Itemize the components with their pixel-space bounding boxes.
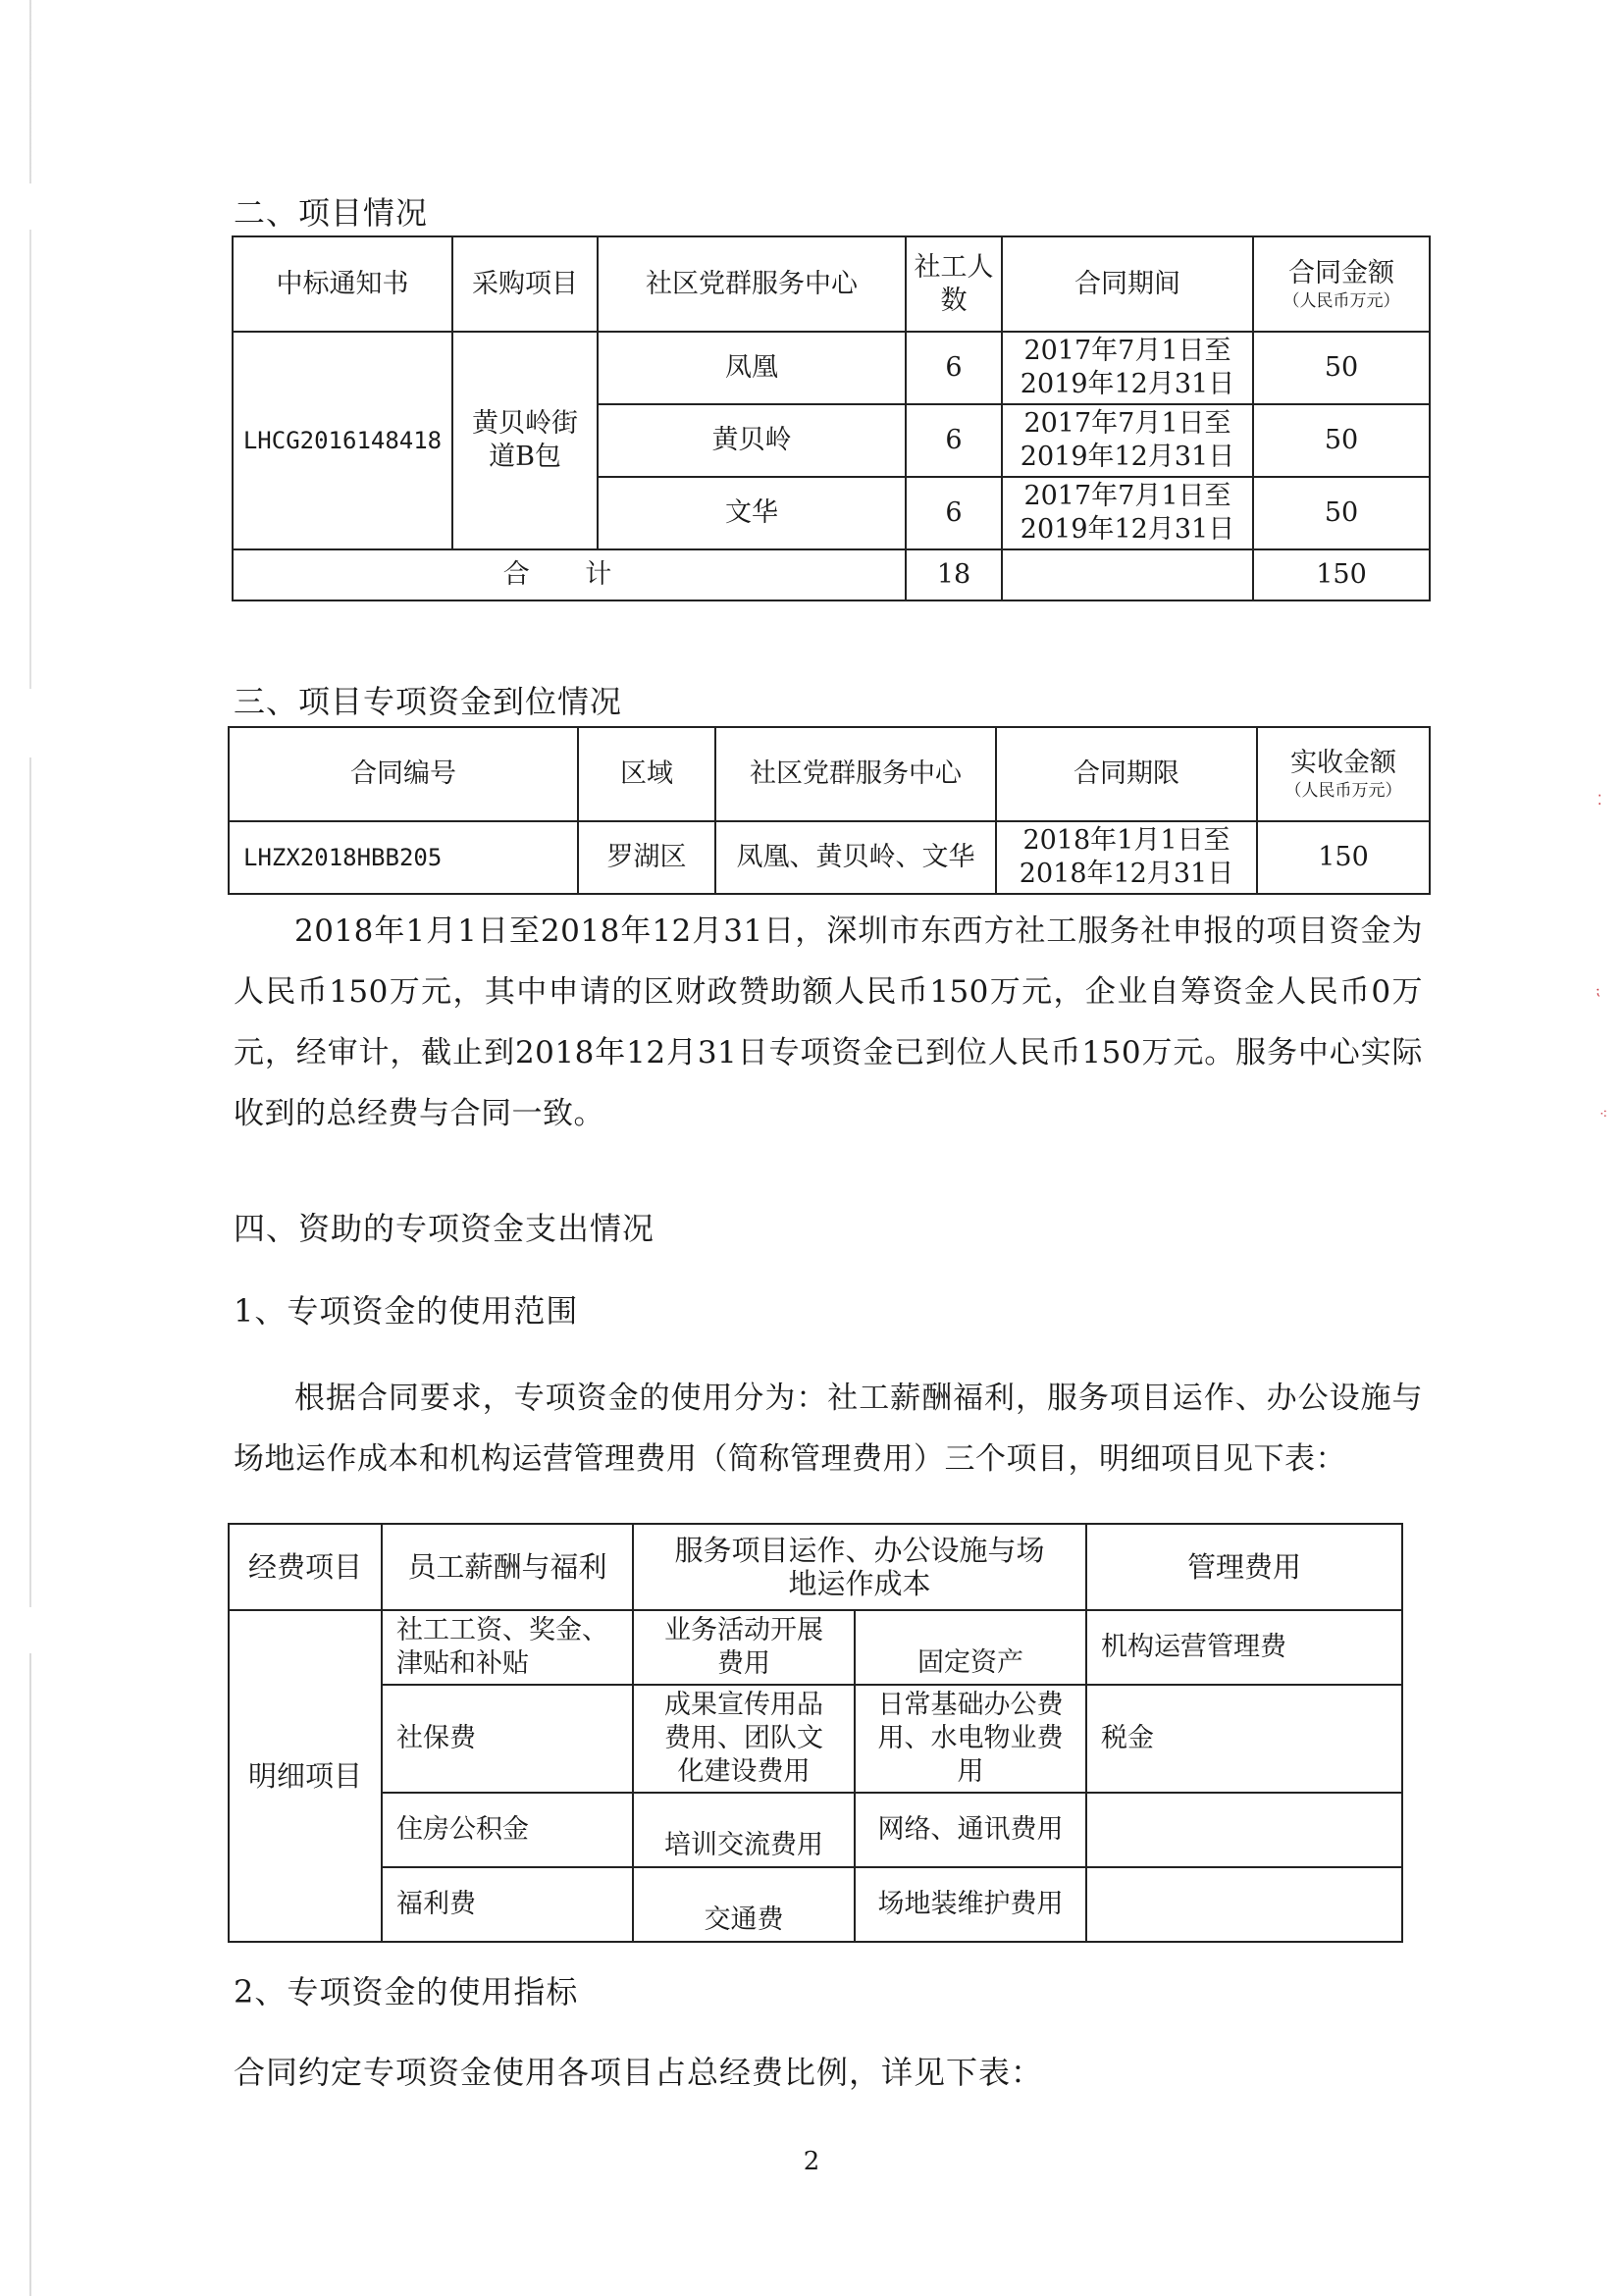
header-procurement: 采购项目 <box>452 236 598 332</box>
center-name: 黄贝岭 <box>598 404 906 477</box>
header-district: 区域 <box>578 727 715 821</box>
total-amount: 150 <box>1253 549 1430 600</box>
header-period: 合同期限 <box>996 727 1257 821</box>
contract-period: 2017年7月1日至2019年12月31日 <box>1002 404 1253 477</box>
funding-paragraph: 2018年1月1日至2018年12月31日，深圳市东西方社工服务社申报的项目资金为人民币150万元，其中申请的区财政赞助额人民币150万元，企业自筹资金人民币0万元，经审计，截止到2018年12月31日专项资金已到位人民币150万元。服务中心实际收到的总经费与合同一致。 <box>234 913 1423 1131</box>
section2-heading: 二、项目情况 <box>234 194 429 232</box>
contract-amount: 50 <box>1253 477 1430 549</box>
salary-item: 住房公积金 <box>382 1793 633 1867</box>
procurement-item: 黄贝岭街道B包 <box>452 332 598 549</box>
operation-item: 交通费 <box>633 1867 855 1942</box>
header-amount-label: 合同金额 <box>1288 257 1394 288</box>
header-operations: 服务项目运作、办公设施与场地运作成本 <box>633 1524 1086 1610</box>
header-notice: 中标通知书 <box>233 236 452 332</box>
table-row <box>229 1685 1402 1793</box>
header-center: 社区党群服务中心 <box>715 727 996 821</box>
facility-item: 网络、通讯费用 <box>855 1793 1086 1867</box>
table-row <box>233 332 1430 404</box>
header-contract-no: 合同编号 <box>229 727 578 821</box>
contract-amount: 50 <box>1253 332 1430 404</box>
worker-count: 6 <box>906 477 1002 549</box>
usage-scope-heading: 1、专项资金的使用范围 <box>234 1292 579 1330</box>
total-label: 合 计 <box>233 549 906 600</box>
expense-table <box>228 1523 1403 1943</box>
header-salary: 员工薪酬与福利 <box>382 1524 633 1610</box>
header-received-unit: （人民币万元） <box>1284 781 1402 801</box>
contract-period: 2017年7月1日至2019年12月31日 <box>1002 332 1253 404</box>
table-row <box>229 821 1430 894</box>
table-header-row <box>233 236 1430 332</box>
row-label-details: 明细项目 <box>229 1610 382 1942</box>
notice-number: LHCG2016148418 <box>233 332 452 549</box>
section4-heading: 四、资助的专项资金支出情况 <box>234 1210 655 1247</box>
operation-item: 业务活动开展费用 <box>633 1610 855 1685</box>
header-workers: 社工人数 <box>906 236 1002 332</box>
page-number: 2 <box>803 2147 820 2176</box>
header-center: 社区党群服务中心 <box>598 236 906 332</box>
operation-item: 培训交流费用 <box>633 1793 855 1867</box>
contract-amount: 50 <box>1253 404 1430 477</box>
management-item: 税金 <box>1086 1685 1402 1793</box>
operation-item: 成果宣传用品费用、团队文化建设费用 <box>633 1685 855 1793</box>
salary-item: 社保费 <box>382 1685 633 1793</box>
contract-period: 2017年7月1日至2019年12月31日 <box>1002 477 1253 549</box>
table-row <box>229 1793 1402 1867</box>
header-amount <box>1253 236 1430 332</box>
table-row <box>229 1610 1402 1685</box>
facility-item: 场地装维护费用 <box>855 1867 1086 1942</box>
header-management: 管理费用 <box>1086 1524 1402 1610</box>
red-stamp-fragment: ⁖ <box>1599 1107 1608 1122</box>
closing-line: 合同约定专项资金使用各项目占总经费比例，详见下表： <box>234 2054 1044 2091</box>
red-stamp-fragment: ⁏ <box>1596 983 1600 999</box>
centers: 凤凰、黄贝岭、文华 <box>715 821 996 894</box>
header-period: 合同期间 <box>1002 236 1253 332</box>
management-item-empty <box>1086 1867 1402 1942</box>
usage-index-heading: 2、专项资金的使用指标 <box>234 1973 579 2010</box>
scan-edge-artifact <box>29 0 31 2296</box>
facility-item: 日常基础办公费用、水电物业费用 <box>855 1685 1086 1793</box>
header-received-label: 实收金额 <box>1290 748 1396 778</box>
center-name: 文华 <box>598 477 906 549</box>
district: 罗湖区 <box>578 821 715 894</box>
table-header-row <box>229 727 1430 821</box>
header-received <box>1257 727 1430 821</box>
center-name: 凤凰 <box>598 332 906 404</box>
salary-item: 福利费 <box>382 1867 633 1942</box>
funding-table <box>228 726 1431 895</box>
usage-scope-paragraph: 根据合同要求，专项资金的使用分为：社工薪酬福利，服务项目运作、办公设施与场地运作成本和机构运营管理费用（简称管理费用）三个项目，明细项目见下表： <box>234 1381 1423 1477</box>
table-header-row <box>229 1524 1402 1610</box>
total-period-empty <box>1002 549 1253 600</box>
management-item: 机构运营管理费 <box>1086 1610 1402 1685</box>
total-row <box>233 549 1430 600</box>
project-table <box>232 235 1431 601</box>
total-workers: 18 <box>906 549 1002 600</box>
red-stamp-fragment: ⁚ <box>1597 793 1602 809</box>
table-row <box>229 1867 1402 1942</box>
facility-item: 固定资产 <box>855 1610 1086 1685</box>
contract-number: LHZX2018HBB205 <box>229 821 578 894</box>
salary-item: 社工工资、奖金、津贴和补贴 <box>382 1610 633 1685</box>
management-item-empty <box>1086 1793 1402 1867</box>
header-amount-unit: （人民币万元） <box>1283 290 1400 311</box>
worker-count: 6 <box>906 332 1002 404</box>
received-amount: 150 <box>1257 821 1430 894</box>
worker-count: 6 <box>906 404 1002 477</box>
contract-period: 2018年1月1日至2018年12月31日 <box>996 821 1257 894</box>
section3-heading: 三、项目专项资金到位情况 <box>234 683 623 720</box>
header-fund-item: 经费项目 <box>229 1524 382 1610</box>
